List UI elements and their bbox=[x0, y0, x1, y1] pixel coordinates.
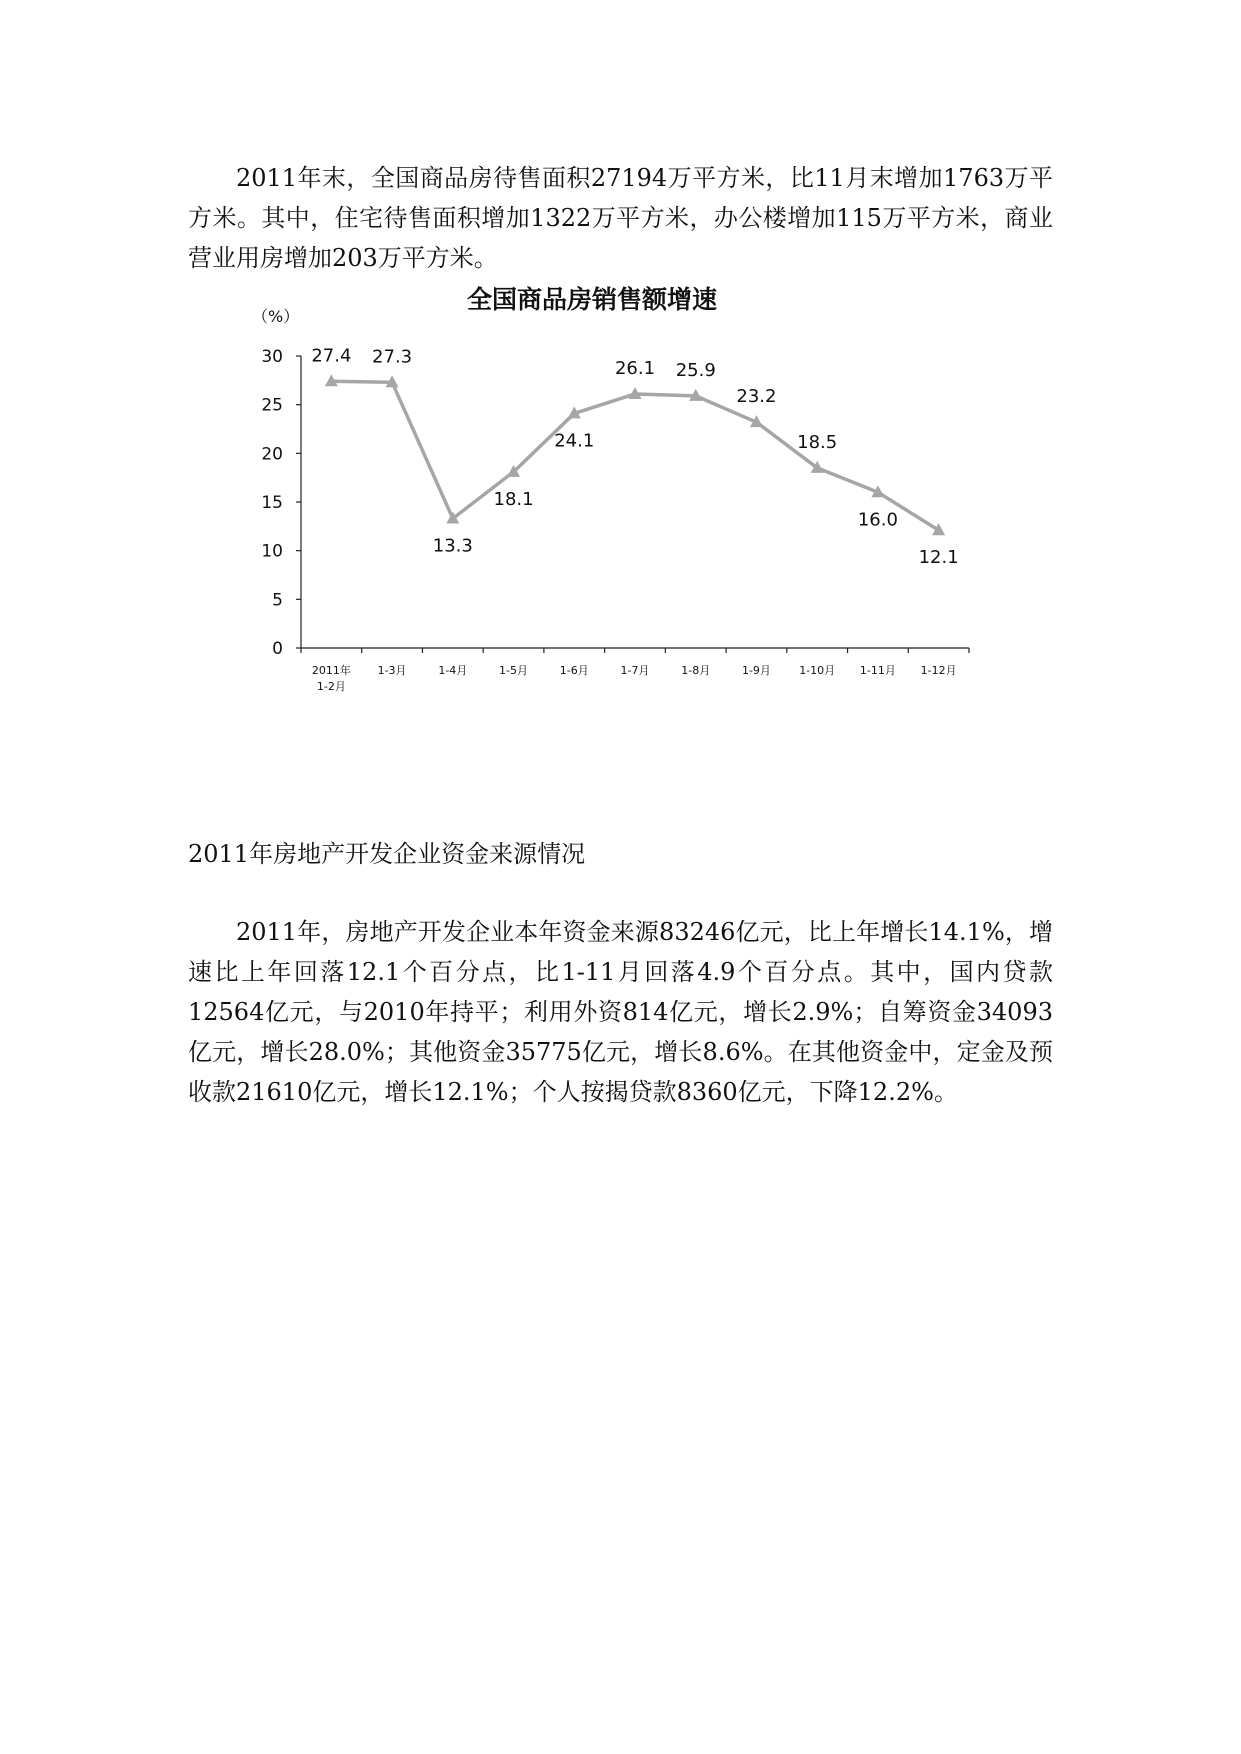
x-tick-label: 1-12月 bbox=[920, 664, 957, 677]
data-label: 13.3 bbox=[432, 535, 473, 557]
data-labels bbox=[311, 345, 958, 568]
data-label: 18.5 bbox=[797, 431, 838, 453]
sales-growth-chart bbox=[252, 285, 1100, 820]
data-label: 27.4 bbox=[311, 345, 352, 367]
data-label: 16.0 bbox=[857, 509, 898, 531]
y-tick-label: 0 bbox=[272, 639, 283, 659]
y-axis-unit-label: （%） bbox=[252, 307, 300, 326]
y-tick-label: 15 bbox=[261, 493, 283, 513]
x-tick-label: 1-10月 bbox=[799, 664, 836, 677]
section-heading: 2011年房地产开发企业资金来源情况 bbox=[188, 840, 586, 868]
x-tick-label: 1-9月 bbox=[741, 664, 771, 677]
x-axis-ticks bbox=[301, 648, 969, 693]
x-tick-label: 2011年 1-2月 bbox=[311, 664, 351, 693]
x-tick-label: 1-5月 bbox=[499, 664, 529, 677]
x-tick-label: 1-7月 bbox=[620, 664, 650, 677]
x-tick-label: 1-11月 bbox=[859, 664, 896, 677]
data-label: 12.1 bbox=[918, 547, 959, 569]
x-tick-label: 1-4月 bbox=[438, 664, 468, 677]
y-tick-label: 30 bbox=[261, 347, 283, 367]
data-label: 27.3 bbox=[372, 346, 413, 368]
data-label: 26.1 bbox=[614, 357, 656, 379]
data-label: 18.1 bbox=[493, 488, 534, 510]
y-tick-label: 20 bbox=[261, 444, 283, 465]
y-tick-label: 5 bbox=[272, 590, 283, 611]
data-label: 24.1 bbox=[554, 430, 595, 452]
y-tick-label: 10 bbox=[261, 541, 283, 562]
y-axis-ticks bbox=[261, 347, 301, 659]
series-line bbox=[331, 381, 938, 530]
data-label: 23.2 bbox=[736, 386, 777, 408]
x-tick-label: 1-8月 bbox=[681, 664, 711, 677]
paragraph-funding-sources: 2011年，房地产开发企业本年资金来源83246亿元，比上年增长14.1%，增速比上年回落12.1个百分点，比1-11月回落4.9个百分点。其中，国内贷款12564亿元，与2010年持平；利用外资814亿元，增长2.9%；自筹资金34093亿元，增长28.0%；其他资金35775亿元，增长8.6%。在其他资金中，定金及预收款21610亿元，增长12.1%；个人按揭贷款8360亿元，下降12.2%。 bbox=[188, 918, 1053, 1106]
paragraph-unsold-area: 2011年末，全国商品房待售面积27194万平方米，比11月末增加1763万平方米。其中，住宅待售面积增加1322万平方米，办公楼增加115万平方米，商业营业用房增加203万平方米。 bbox=[188, 164, 1053, 272]
data-label: 25.9 bbox=[675, 359, 716, 381]
y-tick-label: 25 bbox=[261, 395, 283, 416]
x-tick-label: 1-6月 bbox=[559, 664, 589, 677]
chart-title: 全国商品房销售额增速 bbox=[466, 285, 718, 314]
series-sales-growth bbox=[325, 374, 945, 535]
x-tick-label: 1-3月 bbox=[377, 664, 407, 677]
